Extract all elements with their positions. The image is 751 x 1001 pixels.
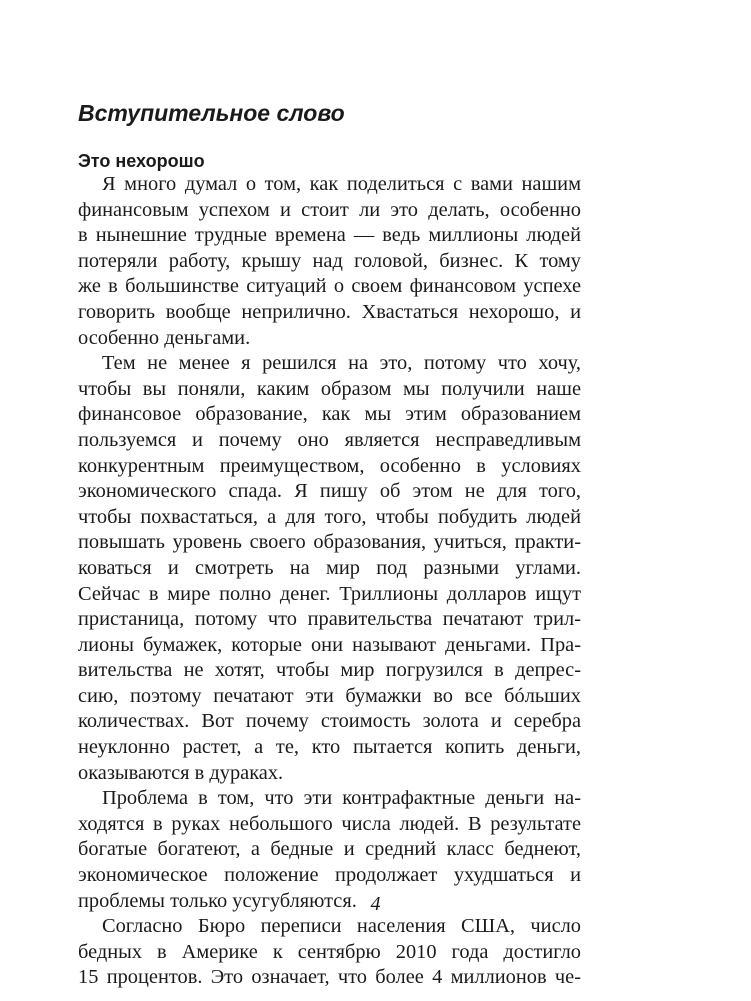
text-line: неуклонно растет, а те, кто пытается копить деньги, bbox=[78, 736, 581, 759]
text-line: экономического спада. Я пишу об этом не для того, bbox=[78, 480, 581, 503]
text-line: оказываются в дураках. bbox=[78, 761, 284, 784]
text-line: сию, поэтому печатают эти бумажки во все бóльших bbox=[78, 684, 581, 707]
text-line: пользуемся и почему оно является несправедливым bbox=[78, 428, 581, 451]
section-title: Это нехорошо bbox=[78, 151, 205, 171]
paragraph bbox=[78, 914, 581, 991]
text-line: чтобы похвастаться, а для того, чтобы побудить людей bbox=[78, 505, 581, 528]
text-line: говорить вообще неприлично. Хвастаться нехорошо, и bbox=[78, 300, 581, 323]
text-line: Согласно Бюро переписи населения США, число bbox=[102, 915, 581, 938]
text-line: в нынешние трудные времена — ведь миллионы людей bbox=[78, 224, 581, 247]
text-line: Проблема в том, что эти контрафактные деньги на- bbox=[102, 787, 581, 810]
text-line: вительства не хотят, чтобы мир погрузился в депрес- bbox=[78, 659, 581, 682]
text-line: ходятся в руках небольшого числа людей. В результате bbox=[78, 812, 581, 835]
text-line: повышать уровень своего образования, учиться, практи- bbox=[78, 531, 581, 554]
text-line: Я много думал о том, как поделиться с вами нашим bbox=[102, 173, 581, 195]
text-line: лионы бумажек, которые они называют деньгами. Пра- bbox=[78, 633, 581, 656]
text-line: экономическое положение продолжает ухудшаться и bbox=[78, 864, 581, 887]
text-line: потеряли работу, крышу над головой, бизнес. К тому bbox=[78, 249, 581, 272]
page-number: 4 bbox=[370, 893, 381, 915]
text-line: 15 процентов. Это означает, что более 4 миллионов че- bbox=[78, 966, 581, 989]
text-line: коваться и смотреть на мир под разными углами. bbox=[78, 556, 581, 579]
paragraph bbox=[78, 351, 581, 786]
text-line: особенно деньгами. bbox=[78, 326, 251, 349]
text-line: проблемы только усугубляются. bbox=[78, 889, 357, 912]
text-line: финансовым успехом и стоит ли это делать, особенно bbox=[78, 198, 581, 221]
text-line: Тем не менее я решился на это, потому что хочу, bbox=[102, 352, 581, 375]
body-text bbox=[78, 172, 581, 991]
paragraph bbox=[78, 172, 581, 351]
text-line: конкурентным преимуществом, особенно в условиях bbox=[78, 454, 581, 477]
text-line: же в большинстве ситуаций о своем финансовом успехе bbox=[78, 275, 581, 298]
text-line: бедных в Америке к сентябрю 2010 года достигло bbox=[78, 940, 581, 963]
text-line: Сейчас в мире полно денег. Триллионы долларов ищут bbox=[78, 582, 581, 605]
text-line: пристаница, потому что правительства печатают трил- bbox=[78, 608, 581, 631]
text-line: чтобы вы поняли, каким образом мы получили наше bbox=[78, 377, 581, 400]
text-line: богатые богатеют, а бедные и средний класс беднеют, bbox=[78, 838, 581, 861]
text-line: количествах. Вот почему стоимость золота и серебра bbox=[78, 710, 581, 733]
chapter-title: Вступительное слово bbox=[78, 100, 345, 126]
book-page bbox=[78, 96, 581, 989]
text-line: финансовое образование, как мы этим образованием bbox=[78, 403, 581, 426]
